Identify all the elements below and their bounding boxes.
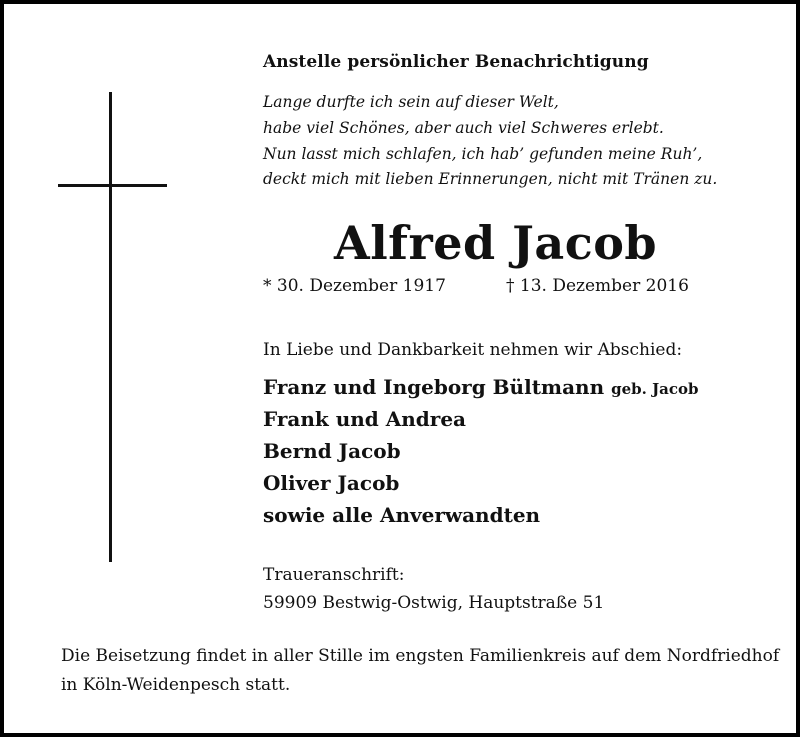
poem-line: Nun lasst mich schlafen, ich hab’ gefunden meine Ruh’,	[263, 144, 703, 163]
mourners-list	[263, 371, 699, 531]
mourner-name: Oliver Jacob	[263, 471, 400, 495]
death-date: † 13. Dezember 2016	[506, 276, 689, 296]
cross-horizontal-bar	[58, 184, 167, 187]
farewell-intro: In Liebe und Dankbarkeit nehmen wir Abschied:	[263, 340, 683, 360]
funeral-line: in Köln-Weidenpesch statt.	[61, 675, 291, 695]
poem-line: deckt mich mit lieben Erinnerungen, nicht mit Tränen zu.	[263, 170, 718, 189]
mourner-row	[263, 403, 699, 435]
mourner-row	[263, 435, 699, 467]
funeral-note	[61, 642, 779, 700]
notice-heading: Anstelle persönlicher Benachrichtigung	[263, 52, 649, 72]
mourner-row	[263, 499, 699, 531]
mourner-row	[263, 467, 699, 499]
deceased-name: Alfred Jacob	[334, 216, 658, 270]
mourner-note: geb. Jacob	[611, 380, 699, 398]
poem	[263, 90, 717, 193]
mourner-row	[263, 371, 699, 403]
funeral-line: Die Beisetzung findet in aller Stille im engsten Familienkreis auf dem Nordfriedhof	[61, 646, 780, 666]
address-label: Traueranschrift:	[263, 565, 405, 585]
mourner-name: sowie alle Anverwandten	[263, 503, 541, 527]
cross-vertical-bar	[109, 92, 112, 562]
address-value: 59909 Bestwig-Ostwig, Hauptstraße 51	[263, 593, 605, 613]
mourner-name: Bernd Jacob	[263, 439, 401, 463]
poem-line: habe viel Schönes, aber auch viel Schweres erlebt.	[263, 118, 664, 137]
mourner-name: Frank und Andrea	[263, 407, 466, 431]
mourning-address	[263, 561, 604, 617]
mourner-name: Franz und Ingeborg Bültmann	[263, 375, 605, 399]
birth-date: * 30. Dezember 1917	[263, 276, 446, 296]
poem-line: Lange durfte ich sein auf dieser Welt,	[263, 93, 559, 111]
